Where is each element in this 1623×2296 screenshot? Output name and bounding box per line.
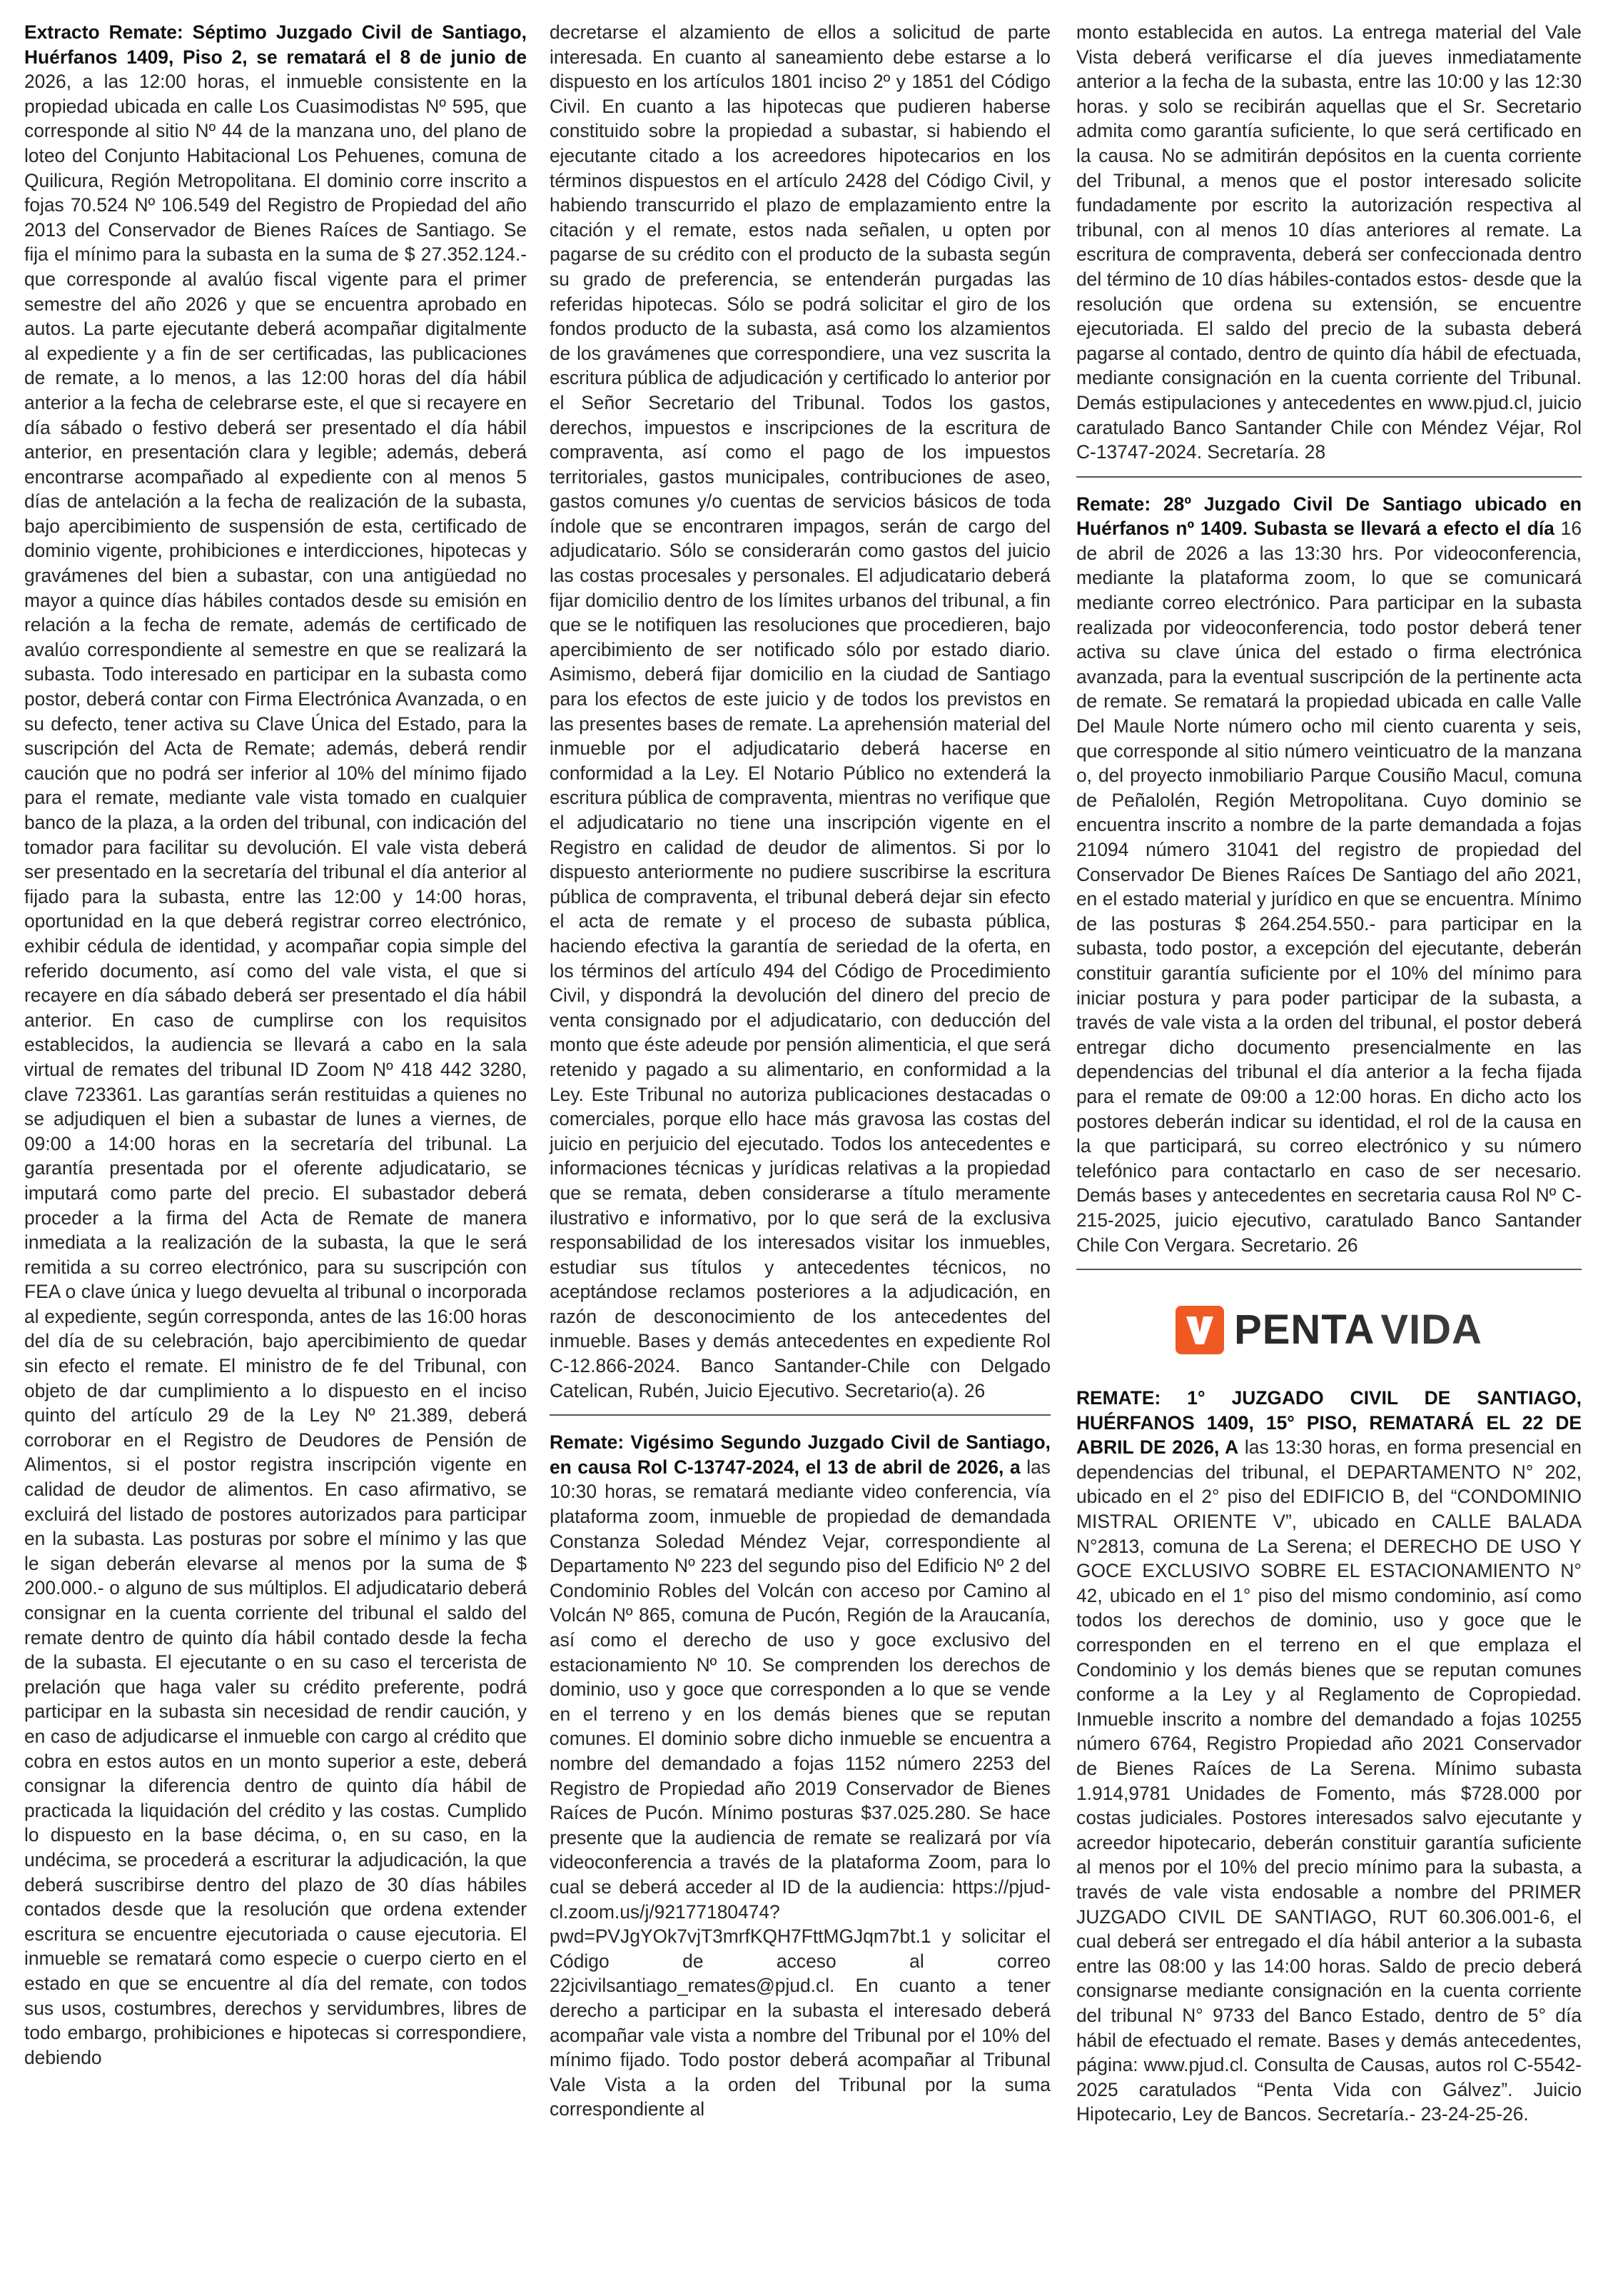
penta-vida-logo: [1175, 1306, 1482, 1354]
notice-heading: Remate: Vigésimo Segundo Juzgado Civil de Santiago, en causa Rol C-13747-2024, el 13 de abril de 2026, a: [550, 1431, 1051, 1478]
notice-body: las 13:30 horas, en forma presencial en dependencias del tribunal, el DEPARTAMENTO N° 202, ubicado en el 2° piso del EDIFICIO B, del “CONDOMINIO MISTRAL ORIENTE V”, ubicado en CALLE BALADA N°2813, comuna de La Serena; el DERECHO DE USO Y GOCE EXCLUSIVO SOBRE EL ESTACIONAMIENTO N° 42, ubicado en el 1° piso del mismo condominio, así como todos los derechos de dominio, uso y goce que le corresponden en el terreno en el que emplaza el Condominio y los demás bienes que se reputan comunes conforme a la Ley y al Reglamento de Copropiedad. Inmueble inscrito a nombre del demandado a fojas 10255 número 6764, Registro Propiedad año 2021 Conservador de Bienes Raíces de La Serena. Mínimo subasta 1.914,9781 Unidades de Fomento, más $728.000 por costas judiciales. Postores interesados salvo ejecutante y acreedor hipotecario, deberán constituir garantía suficiente al menos por el 10% del precio mínimo para la subasta, a través de vale vista endosable a nombre del PRIMER JUZGADO CIVIL DE SANTIAGO, RUT 60.306.001-6, el cual deberá ser entregado el día hábil anterior a la subasta entre las 08:00 y las 14:00 horas. Saldo de precio deberá consignarse mediante consignación en la cuenta corriente del tribunal N° 9733 del Banco Estado, dentro de 5° día hábil de efectuado el remate. Bases y demás antecedentes, página: www.pjud.cl. Consulta de Causas, autos rol C-5542-2025 caratulados “Penta Vida con Gálvez”. Juicio Hipotecario, Ley de Bancos. Secretaría.- 23-24-25-26.: [1076, 1436, 1582, 2125]
penta-v-logo-icon: [1175, 1306, 1224, 1354]
divider: [1076, 476, 1582, 478]
notice-7-juzgado: [24, 20, 527, 2070]
column-middle: [550, 20, 1051, 2122]
column-right: [1076, 20, 1582, 2127]
notice-22-juzgado-continued: [1076, 20, 1582, 465]
brand-word-vida: VIDA: [1380, 1306, 1482, 1354]
notice-22-juzgado: [550, 1430, 1051, 2122]
brand-word-penta: PENTA: [1234, 1306, 1375, 1354]
divider: [1076, 1269, 1582, 1270]
notice-body: 2026, a las 12:00 horas, el inmueble consistente en la propiedad ubicada en calle Los Cuasimodistas Nº 595, que corresponde al sitio Nº 44 de la manzana uno, del plano de loteo del Conjunto Habitacional Los Pehuenes, comuna de Quilicura, Región Metropolitana. El dominio corre inscrito a fojas 70.524 Nº 106.549 del Registro de Propiedad del año 2013 del Conservador de Bienes Raíces de Santiago. Se fija el mínimo para la subasta en la suma de $ 27.352.124.- que corresponde al avalúo fiscal vigente para el primer semestre del año 2026 y que se encuentra aprobado en autos. La parte ejecutante deberá acompañar digitalmente al expediente y a fin de ser certificadas, las publicaciones de remate, a lo menos, a las 12:00 horas del día hábil anterior a la fecha de celebrarse este, el que si recayere en día sábado o festivo deberá ser presentado el día hábil anterior, en presentación clara y legible; además, deberá encontrarse acompañado al expediente con al menos 5 días de antelación a la fecha de realización de la subasta, bajo apercibimiento de suspensión de esta, certificado de dominio vigente, prohibiciones e interdicciones, hipotecas y gravámenes del bien a subastar, con una antigüedad no mayor a quince días hábiles contados desde su emisión en relación a la fecha de remate, además de certificado de avalúo correspondiente al semestre en que se realizará la subasta. Todo interesado en participar en la subasta como postor, deberá contar con Firma Electrónica Avanzada, o en su defecto, tener activa su Clave Única del Estado, para la suscripción del Acta de Remate; además, deberá rendir caución que no podrá ser inferior al 10% del mínimo fijado para el remate, mediante vale vista tomado en cualquier banco de la plaza, a la orden del tribunal, con indicación del tomador para facilitar su devolución. El vale vista deberá ser presentado en la secretaría del tribunal el día anterior al fijado para la subasta, entre las 12:00 y 14:00 horas, oportunidad en la que deberá registrar correo electrónico, exhibir cédula de identidad, y acompañar copia simple del referido documento, así como del vale vista, el que si recayere en día sábado deberá ser presentado el día hábil anterior. En caso de cumplirse con los requisitos establecidos, la audiencia se llevará a cabo en la sala virtual de remates del tribunal ID Zoom Nº 418 442 3280, clave 723361. Las garantías serán restituidas a quienes no se adjudiquen el bien a subastar de lunes a viernes, de 09:00 a 14:00 horas en la secretaría del tribunal. La garantía presentada por el oferente adjudicatario, se imputará como parte del precio. El subastador deberá proceder a la firma del Acta de Remate de manera inmediata a la realización de la subasta, la que le será remitida a su correo electrónico, para su suscripción con FEA o clave única y luego devuelta al tribunal o incorporada al expediente, según corresponda, antes de las 16:00 horas del día de su celebración, bajo apercibimiento de quedar sin efecto el remate. El ministro de fe del Tribunal, con objeto de dar cumplimiento a lo dispuesto en el inciso quinto del artículo 29 de la Ley Nº 21.389, deberá corroborar en el Registro de Deudores de Pensión de Alimentos, si el postor registra inscripción vigente en calidad de deudor de alimentos. En caso afirmativo, se excluirá del listado de postores autorizados para participar en la subasta. Las posturas por sobre el mínimo y las que le sigan deberán elevarse al menos por la suma de $ 200.000.- o alguno de sus múltiplos. El adjudicatario deberá consignar en la cuenta corriente del tribunal el saldo del remate dentro de quinto día hábil contado desde la fecha de la subasta. El ejecutante o en su caso el tercerista de prelación que haga valer su crédito preferente, podrá participar en la subasta sin necesidad de rendir caución, y en caso de adjudicarse el inmueble con cargo al crédito que cobra en estos autos en un monto superior a este, deberá consignar la diferencia dentro de quinto día hábil de practicada la liquidación del crédito y las costas. Cumplido lo dispuesto en la base décima, o, en su caso, en la undécima, se procederá a escriturar la adjudicación, la que deberá suscribirse dentro del plazo de 30 días hábiles contados desde que la resolución que ordena extender escritura se encuentre ejecutoriada o cause ejecutoria. El inmueble se rematará como especie o cuerpo cierto en el estado en que se encuentre al día del remate, con todos sus usos, costumbres, derechos y servidumbres, libres de todo embargo, prohibiciones e hipotecas si correspondiere, debiendo: [24, 71, 527, 2068]
notice-7-juzgado-continued: [550, 20, 1051, 1403]
notice-continuation: decretarse el alzamiento de ellos a solicitud de parte interesada. En cuanto al saneamiento debe estarse a lo dispuesto en los artículos 1801 inciso 2º y 1851 del Código Civil. En cuanto a las hipotecas que pudieren haberse constituido sobre la propiedad a subastar, si habiendo el ejecutante citado a los acreedores hipotecarios en los términos dispuestos en el artículo 2428 del Código Civil, y habiendo transcurrido el plazo de emplazamiento entre la citación y el remate, estos nada señalen, u opten por pagarse de su crédito con el producto de la subasta según su grado de preferencia, se entenderán purgadas las referidas hipotecas. Sólo se podrá solicitar el giro de los fondos producto de la subasta, asá como los alzamientos de los gravámenes que correspondiere, una vez suscrita la escritura pública de adjudicación y certificado lo anterior por el Señor Secretario del Tribunal. Todos los gastos, derechos, impuestos e inscripciones de la escritura de compraventa, así como el pago de los impuestos territoriales, gastos municipales, contribuciones de aseo, gastos comunes y/o cuentas de servicios básicos de toda índole que se encontraren impagos, serán de cargo del adjudicatario. Sólo se considerarán como gastos del juicio las costas procesales y personales. El adjudicatario deberá fijar domicilio dentro de los límites urbanos del tribunal, a fin que se le notifiquen las resoluciones que procedieren, bajo apercibimiento de ser notificado sólo por estado diario. Asimismo, deberá fijar domicilio en la ciudad de Santiago para los efectos de este juicio y de todos los previstos en las presentes bases de remate. La aprehensión material del inmueble por el adjudicatario deberá hacerse en conformidad a la Ley. El Notario Público no extenderá la escritura pública de compraventa, mientras no verifique que el adjudicatario no tiene una inscripción vigente en el Registro en calidad de deudor de alimentos. Si por lo dispuesto anteriormente no pudiere suscribirse la escritura pública de compraventa, el tribunal deberá dejar sin efecto el acta de remate y el proceso de subasta pública, haciendo efectiva la garantía de seriedad de la oferta, en los términos del artículo 494 del Código de Procedimiento Civil, y dispondrá la devolución del dinero del precio de venta consignado por el adjudicatario, con deducción del monto que éste adeude por pensión alimenticia, el que será retenido y pagado a su alimentario, en conformidad a la Ley. Este Tribunal no autoriza publicaciones destacadas o comerciales, porque ello hace más gravosa las costas del juicio en perjuicio del ejecutado. Todos los antecedentes e informaciones técnicas y jurídicas relativas a la propiedad que se remata, deben considerarse a título meramente ilustrativo e informativo, por lo que será de la exclusiva responsabilidad de los interesados visitar los inmuebles, estudiar sus títulos y antecedentes técnicos, no aceptándose reclamos posteriores a la adjudicación, en razón de desconocimiento de los antecedentes del inmueble. Bases y demás antecedentes en expediente Rol C-12.866-2024. Banco Santander-Chile con Delgado Catelican, Rubén, Juicio Ejecutivo. Secretario(a). 26: [550, 21, 1051, 1401]
notice-1-juzgado: [1076, 1386, 1582, 2127]
notice-heading: Remate: 28º Juzgado Civil De Santiago ubicado en Huérfanos nº 1409. Subasta se llevará a efecto el día: [1076, 493, 1582, 540]
notice-body: 16 de abril de 2026 a las 13:30 hrs. Por videoconferencia, mediante la plataforma zoom, lo que se comunicará mediante correo electrónico. Para participar en la subasta realizada por videoconferencia, todo postor deberá tener activa su clave única del estado o firma electrónica avanzada, para la eventual suscripción de la pertinente acta de remate. Se rematará la propiedad ubicada en calle Valle Del Maule Norte número ocho mil ciento cuarenta y seis, que corresponde al sitio número veinticuatro de la manzana o, del proyecto inmobiliario Parque Cousiño Macul, comuna de Peñalolén, Región Metropolitana. Cuyo dominio se encuentra inscrito a nombre de la parte demandada a fojas 21094 número 31041 del registro de propiedad del Conservador De Bienes Raíces De Santiago del año 2021, en el estado material y jurídico en que se encuentra. Mínimo de las posturas $ 264.254.550.- para participar en la subasta, todo postor, a excepción del ejecutante, deberán constituir garantía suficiente por el 10% del mínimo para iniciar postura y para poder participar de la subasta, a través de vale vista a la orden del tribunal, el postor deberá entregar dicho documento presencialmente en las dependencias del tribunal el día anterior a la fecha fijada para el remate de 09:00 a 12:00 horas. En dicho acto los postores deberán indicar su identidad, el rol de la causa en la que participará, su correo electrónico y su número telefónico para contactarlo en caso de ser necesario. Demás bases y antecedentes en secretaria causa Rol Nº C-215-2025, juicio ejecutivo, caratulado Banco Santander Chile Con Vergara. Secretario. 26: [1076, 518, 1582, 1256]
divider: [550, 1414, 1051, 1416]
notice-heading: Extracto Remate: Séptimo Juzgado Civil de Santiago, Huérfanos 1409, Piso 2, se rematará el 8 de junio de: [24, 21, 527, 68]
notice-continuation: monto establecida en autos. La entrega material del Vale Vista deberá verificarse el día jueves inmediatamente anterior a la fecha de la subasta, entre las 10:00 y las 12:30 horas. y solo se recibirán aquellas que el Sr. Secretario admita como garantía suficiente, lo que será certificado en la causa. No se admitirán depósitos en la cuenta corriente del Tribunal, a menos que el postor interesado solicite fundadamente por escrito la autorización respectiva al tribunal, con al menos 10 días anteriores al remate. La escritura de compraventa, deberá ser confeccionada dentro del término de 10 días hábiles-contados estos- desde que la resolución que ordena su extensión, se encuentre ejecutoriada. El saldo del precio de la subasta deberá pagarse al contado, dentro de quinto día hábil de efectuada, mediante consignación en la cuenta corriente del Tribunal. Demás estipulaciones y antecedentes en www.pjud.cl, juicio caratulado Banco Santander Chile con Méndez Véjar, Rol C-13747-2024. Secretaría. 28: [1076, 21, 1582, 463]
notice-heading: REMATE: 1° JUZGADO CIVIL DE SANTIAGO, HUÉRFANOS 1409, 15° PISO, REMATARÁ EL 22 DE ABRIL DE 2026, A: [1076, 1387, 1582, 1459]
notice-28-juzgado: [1076, 492, 1582, 1257]
notice-body: las 10:30 horas, se rematará mediante video conferencia, vía plataforma zoom, inmueble de propiedad de demandada Constanza Soledad Méndez Vejar, correspondiente al Departamento Nº 223 del segundo piso del Edificio Nº 2 del Condominio Robles del Volcán con acceso por Camino al Volcán Nº 865, comuna de Pucón, Región de la Araucanía, así como el derecho de uso y goce exclusivo del estacionamiento Nº 10. Se comprenden los derechos de dominio, uso y goce que corresponden a lo que se vende en el terreno y en los demás bienes que se reputan comunes. El dominio sobre dicho inmueble se encuentra a nombre del demandado a fojas 1152 número 2253 del Registro de Propiedad año 2019 Conservador de Bienes Raíces de Pucón. Mínimo posturas $37.025.280. Se hace presente que la audiencia de remate se realizará por vía videoconferencia a través de la plataforma Zoom, para lo cual se deberá acceder al ID de la audiencia: https://pjud-cl.zoom.us/j/92177180474?pwd=PVJgYOk7vjT3mrfKQH7FttMGJqm7bt.1 y solicitar el Código de acceso al correo 22jcivilsantiago_remates@pjud.cl. En cuanto a tener derecho a participar en la subasta el interesado deberá acompañar vale vista a nombre del Tribunal por el 10% del mínimo fijado. Todo postor deberá acompañar al Tribunal Vale Vista a la orden del Tribunal por la suma correspondiente al: [550, 1456, 1051, 2120]
penta-vida-advert: [1076, 1284, 1582, 1386]
column-left: [24, 20, 527, 2070]
logo-mark-background: [1175, 1306, 1224, 1354]
